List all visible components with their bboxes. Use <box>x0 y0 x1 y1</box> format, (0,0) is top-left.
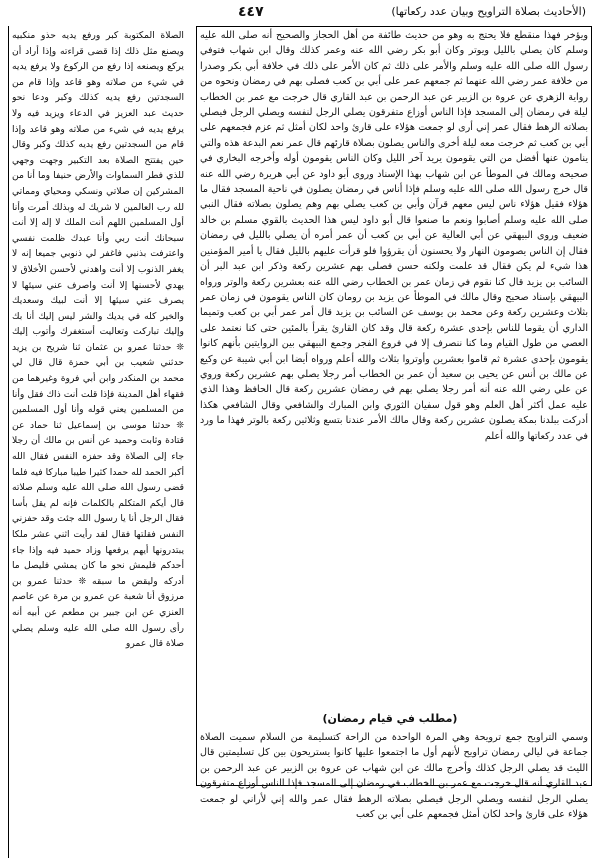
lower-paragraph: وسمي التراويح جمع ترويحة وهي المرة الواحدة من الراحة كتسليمة من السلام سميت الصلاة جماعة في ليالي رمضان تراويح لأنهم أول ما اجتمعوا عليها كانوا يستريحون بين كل تسليمتين قال الليث قد يصلي الرجل كذلك وأخرج مالك عن ابن شهاب عن عروة بن الزبير عن عبد الرحمن بن عبد القاري أنه قال خرجت مع عمر بن الخطاب في رمضان إلى المسجد فإذا الناس أوزاع متفرقون يصلي الرجل لنفسه ويصلي الرجل فيصلي بصلاته الرهط فقال عمر والله إني لأراني لو جمعت هؤلاء على قارئ واحد لكان أمثل فجمعهم على أبي بن كعب <box>200 732 588 821</box>
page-header <box>8 4 592 26</box>
section-heading: (مطلب في قيام رمضان) <box>322 712 458 725</box>
lower-commentary-text <box>200 730 588 858</box>
main-commentary-text <box>200 28 588 710</box>
main-paragraph: ويؤخر فهذا منقطع فلا يحتج به وهو من حديث طائفة من أهل الحجاز والصحيح أنه صلى الله عليه وسلم كان يصلي بالليل ويوتر وكان أبو بكر رضي الله عنه وعمر كذلك وقال ابن شهاب فتوفي رسول الله صلى الله عليه وسلم والأمر على ذلك ثم كان الأمر على ذلك في خلافة أبي بكر وصدرا من خلافة عمر رضي الله عنهما ثم جمعهم عمر على أبي بن كعب فصلى بهم في رمضان ونحوه من رواية الزهري عن عروة بن الزبير عن عبد الرحمن بن عبد القاري قال خرجت مع عمر بن الخطاب ليلة في رمضان إلى المسجد فإذا الناس أوزاع متفرقون يصلي الرجل لنفسه ويصلي الرجل فيصلي بصلاته الرهط فقال عمر إني أرى لو جمعت هؤلاء على قارئ واحد لكان أمثل ثم عزم فجمعهم على أبي بن كعب ثم خرجت معه ليلة أخرى والناس يصلون بصلاة قارئهم قال عمر نعم البدعة هذه والتي ينامون عنها أفضل من التي يقومون يريد آخر الليل وكان الناس يقومون أوله وأخرجه البخاري في صحيحه ومالك في الموطأ عن ابن شهاب بهذا الإسناد وروى أبو داود عن أبي هريرة رضي الله عنه قال خرج رسول الله صلى الله عليه وسلم فإذا أناس في رمضان يصلون في ناحية المسجد فقال ما هؤلاء فقيل هؤلاء ناس ليس معهم قرآن وأبي بن كعب يصلي بهم وهم يصلون بصلاته فقال النبي صلى الله عليه وسلم أصابوا ونعم ما صنعوا قال أبو داود ليس هذا الحديث بالقوي مسلم بن خالد ضعيف وروى البيهقي عن أبي العالية عن أبي بن كعب أن عمر أمره أن يصلي بالليل في رمضان فقال إن الناس يصومون النهار ولا يحسنون أن يقرؤوا فلو قرأت عليهم بالليل فقال يا أمير المؤمنين هذا شيء لم يكن فقال قد علمت ولكنه حسن فصلى بهم عشرين ركعة وذكر ابن عبد البر أن السائب بن يزيد قال كنا نقوم في زمان عمر بن الخطاب رضي الله عنه بعشرين ركعة والوتر ورواه البيهقي بإسناد صحيح وقال مالك في الموطأ عن يزيد بن رومان كان الناس يقومون في زمان عمر بثلاث وعشرين ركعة وعن محمد بن يوسف عن السائب بن يزيد قال أمر عمر أبي بن كعب وتميما الداري أن يقوما للناس بإحدى عشرة ركعة قال وقد كان القارئ يقرأ بالمئين حتى كنا نعتمد على العصي من طول القيام وما كنا ننصرف إلا في فروع الفجر وجمع البيهقي بين الروايتين بأنهم كانوا يقومون بإحدى عشرة ثم قاموا بعشرين وأوتروا بثلاث والله أعلم ورواه أيضا ابن أبي شيبة عن وكيع عن مالك بن أنس عن يحيى بن سعيد أن عمر بن الخطاب أمر رجلا يصلي بهم عشرين ركعة وروي عن علي رضي الله عنه أنه أمر رجلا يصلي بهم في رمضان عشرين ركعة قال الحافظ وهذا الذي عليه عمل أكثر أهل العلم وهو قول سفيان الثوري وابن المبارك والشافعي وقال الشافعي هكذا أدركت ببلدنا بمكة يصلون عشرين ركعة وقال مالك الأمر عندنا بتسع وثلاثين ركعة بالوتر فهذا ما ورد في عدد ركعاتها والله أعلم <box>200 30 588 442</box>
side-paragraph: الصلاة المكتوبة كبر ورفع يديه حذو منكبيه ويصنع مثل ذلك إذا قضى قراءته وإذا أراد أن يركع ويصنعه إذا رفع من الركوع ولا يرفع يديه في شيء من صلاته وهو قاعد وإذا قام من السجدتين رفع يديه كذلك وكبر ودعا نحو حديث عبد العزيز في الدعاء ويزيد فيه ولا يرفع يديه في شيء من صلاته وهو قاعد وإذا قام من السجدتين رفع يديه كذلك وكبر وقال حين يفتتح الصلاة بعد التكبير وجهت وجهي للذي فطر السماوات والأرض حنيفا وما أنا من المشركين إن صلاتي ونسكي ومحياي ومماتي لله رب العالمين لا شريك له وبذلك أمرت وأنا أول المسلمين اللهم أنت الملك لا إله إلا أنت سبحانك أنت ربي وأنا عبدك ظلمت نفسي واعترفت بذنبي فاغفر لي ذنوبي جميعا إنه لا يغفر الذنوب إلا أنت واهدني لأحسن الأخلاق لا يهدي لأحسنها إلا أنت واصرف عني سيئها لا يصرف عني سيئها إلا أنت لبيك وسعديك والخير كله في يديك والشر ليس إليك أنا بك وإليك تباركت وتعاليت أستغفرك وأتوب إليك ❊ حدثنا عمرو بن عثمان ثنا شريح بن يزيد حدثني شعيب بن أبي حمزة قال قال لي محمد بن المنكدر وابن أبي فروة وغيرهما من فقهاء أهل المدينة فإذا قلت أنت ذاك فقل وأنا من المسلمين يعني قوله وأنا أول المسلمين ❊ حدثنا موسى بن إسماعيل ثنا حماد عن قتادة وثابت وحميد عن أنس بن مالك أن رجلا جاء إلى الصلاة وقد حفزه النفس فقال الله أكبر الحمد لله حمدا كثيرا طيبا مباركا فيه فلما قضى رسول الله صلى الله عليه وسلم صلاته قال أيكم المتكلم بالكلمات فإنه لم يقل بأسا فقال الرجل أنا يا رسول الله جئت وقد حفزني النفس فقلتها فقال لقد رأيت اثني عشر ملكا يبتدرونها أيهم يرفعها وزاد حميد فيه وإذا جاء أحدكم فليمش نحو ما كان يمشي فليصل ما أدركه وليقض ما سبقه ❊ حدثنا عمرو بن مرزوق أنا شعبة عن عمرو بن مرة عن عاصم العنزي عن ابن جبير بن مطعم عن أبيه أنه رأى رسول الله صلى الله عليه وسلم يصلي صلاة قال عمرو <box>12 30 184 650</box>
page-number: ٤٤٧ <box>238 4 264 20</box>
side-hadith-text <box>12 28 184 856</box>
side-column-title: (الأحاديث بصلاة التراويح وبيان عدد ركعاتها) <box>391 5 586 18</box>
